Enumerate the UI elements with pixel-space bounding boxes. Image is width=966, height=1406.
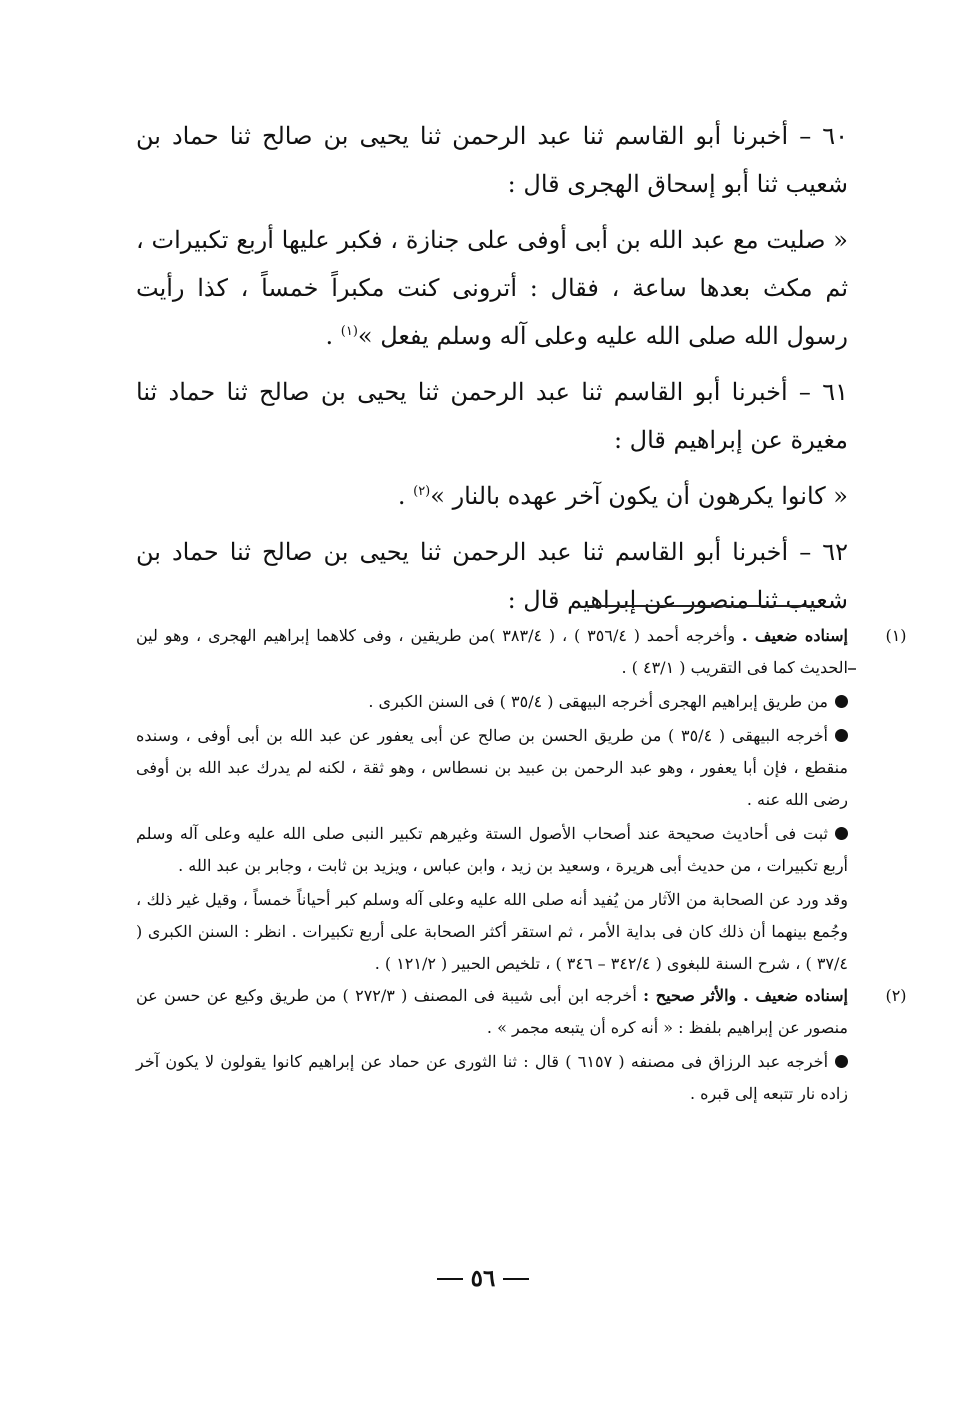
footnote-ref-2[interactable]: (٢) bbox=[413, 484, 431, 499]
footnote-1-bullet-2-text: أخرجه البيهقى ( ٣٥/٤ ) من طريق الحسن بن صالح عن أبى يعفور عن عبد الله بن أبى أوفى ، وسنده منقطع ، فإن أبا يعفور ، وهو عبد الرحمن بن عبيد بن نسطاس ، وهو ثقة ، لكنه لم يدرك عبد الله بن أوفى رضى الله عنه . bbox=[136, 726, 848, 809]
hadith-61-text bbox=[136, 472, 848, 520]
footnote-1-body: وأخرجه أحمد ( ٣٥٦/٤ ) ، ( ٣٨٣/٤ )من طريقين ، وفى كلاهما إبراهيم الهجرى ، وهو لين الحديث كما فى التقريب ( ٤٣/١ ) . bbox=[136, 626, 848, 677]
footnote-1-grade: إسناده ضعيف . bbox=[741, 626, 848, 645]
footnote-separator bbox=[587, 605, 819, 607]
hadith-61-matn: « كانوا يكرهون أن يكون آخر عهده بالنار » bbox=[430, 482, 848, 510]
bullet-icon bbox=[835, 827, 848, 840]
hadith-60-text bbox=[136, 216, 848, 360]
footnote-1-number: (١) bbox=[885, 626, 907, 645]
page-number-left-dash bbox=[437, 1278, 463, 1280]
footnote-1-bullet-1-text: من طريق إبراهيم الهجرى أخرجه البيهقى ( ٣٥/٤ ) فى السنن الكبرى . bbox=[368, 692, 828, 711]
hadith-61-end: . bbox=[397, 482, 414, 510]
footnote-1-bullet-1 bbox=[136, 686, 848, 718]
footnote-1-text bbox=[136, 620, 848, 684]
footnote-1 bbox=[136, 620, 907, 980]
footnote-2 bbox=[136, 980, 907, 1110]
footnote-2-body: أخرجه ابن أبى شيبة فى المصنف ( ٢٧٢/٣ ) من طريق وكيع عن حسن عن منصور عن إبراهيم بلفظ : « أنه كره أن يتبعه مجمر » . bbox=[136, 986, 848, 1037]
footnote-2-text bbox=[136, 980, 848, 1044]
footnote-2-bullet-1 bbox=[136, 1046, 848, 1110]
footnote-1-paragraph: وقد ورد عن الصحابة من الآثار من يُفيد أنه صلى الله عليه وعلى آله وسلم كبر أحياناً خمساً ، وقيل غير ذلك ، وجُمع بينهما أن ذلك كان فى بداية الأمر ، ثم استقر أكثر الصحابة على أربع تكبيرات . انظر : السنن الكبرى ( ٣٧/٤ ) ، شرح السنة للبغوى ( ٣٤٢/٤ – ٣٤٦ ) ، تلخيص الحبير ( ١٢١/٢ ) . bbox=[136, 890, 849, 973]
margin-mark bbox=[848, 668, 856, 670]
hadith-60-end: . bbox=[325, 322, 341, 350]
footnote-2-grade: إسناده ضعيف . والأثر صحيح : bbox=[643, 986, 849, 1005]
hadith-61-isnad: ٦١ – أخبرنا أبو القاسم ثنا عبد الرحمن ثنا يحيى بن صالح ثنا حماد ثنا مغيرة عن إبراهيم قال : bbox=[136, 378, 848, 454]
footnotes bbox=[136, 620, 907, 1110]
footnote-1-bullet-3 bbox=[136, 818, 848, 882]
footnote-1-bullet-3-text: ثبت فى أحاديث صحيحة عند أصحاب الأصول الستة وغيرهم تكبير النبى صلى الله عليه وعلى آله وسلم أربع تكبيرات ، من حديث أبى هريرة ، وسعيد بن زيد ، وابن عباس ، ويزيد بن ثابت ، وجابر بن عبد الله . bbox=[136, 824, 848, 875]
footnote-1-bullet-2 bbox=[136, 720, 848, 816]
page-number bbox=[0, 1264, 966, 1294]
bullet-icon bbox=[835, 695, 848, 708]
footnote-ref-1[interactable]: (١) bbox=[340, 324, 358, 339]
page-number-right-dash bbox=[503, 1278, 529, 1280]
footnote-2-bullet-1-text: أخرجه عبد الرزاق فى مصنفه ( ٦١٥٧ ) قال : ثنا الثورى عن حماد عن إبراهيم كانوا يقولون لا يكون آخر زاده نار تتبعه إلى قبره . bbox=[136, 1052, 848, 1103]
hadith-62-isnad: ٦٢ – أخبرنا أبو القاسم ثنا عبد الرحمن ثنا يحيى بن صالح ثنا حماد بن شعيب ثنا منصور عن إبراهيم قال : bbox=[136, 538, 848, 614]
bullet-icon bbox=[835, 1055, 848, 1068]
page-number-value: ٥٦ bbox=[470, 1265, 496, 1292]
footnote-2-number: (٢) bbox=[885, 986, 907, 1005]
bullet-icon bbox=[835, 729, 848, 742]
hadith-60-matn: « صليت مع عبد الله بن أبى أوفى على جنازة ، فكبر عليها أربع تكبيرات ، ثم مكث بعدها ساعة ، فقال : أترونى كنت مكبراً خمساً ، كذا رأيت رسول الله صلى الله عليه وعلى آله وسلم يفعل » bbox=[136, 226, 848, 350]
main-text bbox=[136, 112, 848, 632]
hadith-60-isnad: ٦٠ – أخبرنا أبو القاسم ثنا عبد الرحمن ثنا يحيى بن صالح ثنا حماد بن شعيب ثنا أبو إسحاق الهجرى قال : bbox=[136, 122, 848, 198]
